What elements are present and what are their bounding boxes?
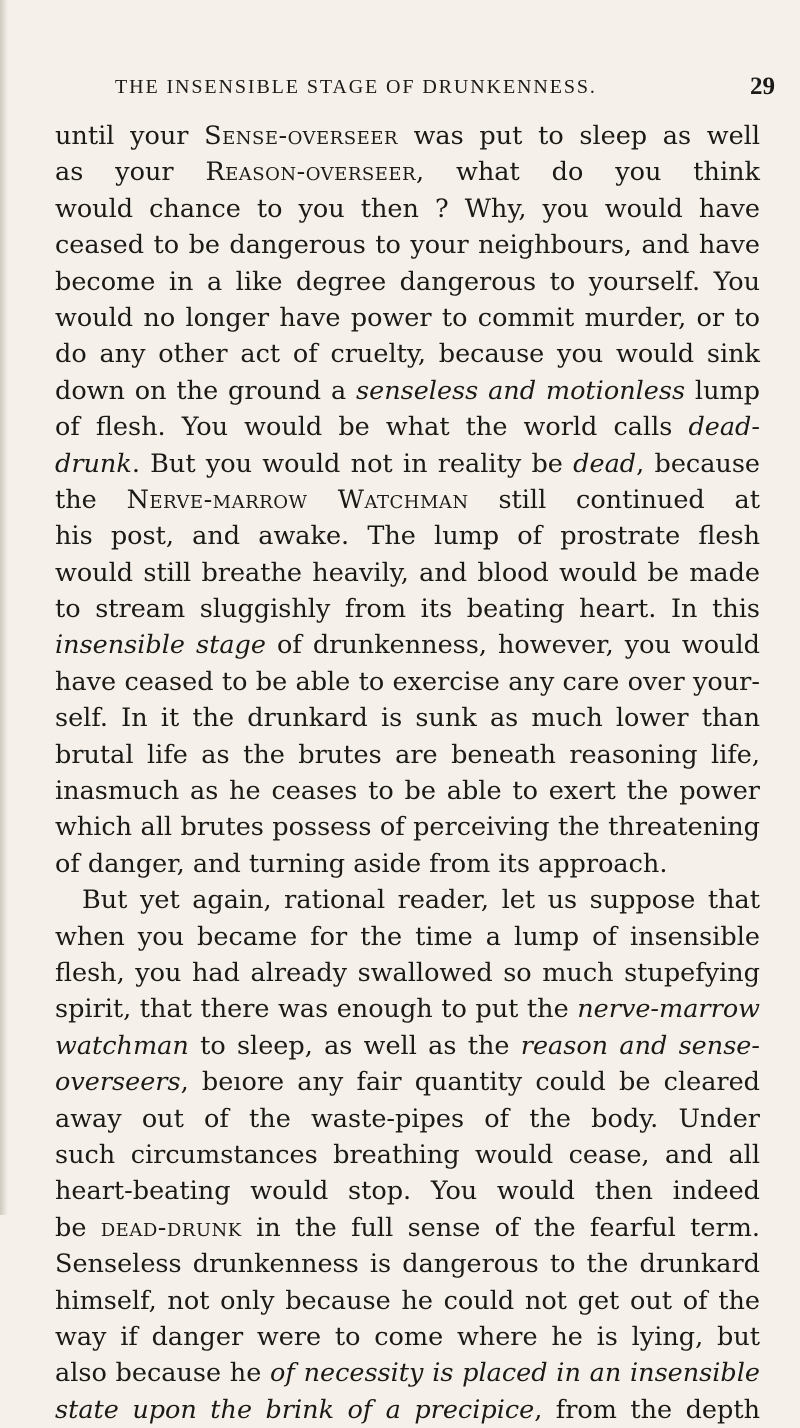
text-line [55, 1246, 760, 1282]
small-caps-run: dead-drunk [100, 1212, 242, 1243]
small-caps-run: Sense-overseer [204, 121, 398, 151]
page-number: 29 [750, 73, 775, 100]
text-line [55, 1210, 760, 1246]
text-line [55, 118, 760, 154]
text-line [55, 737, 760, 773]
text-run: to sleep, as well as the [188, 1030, 521, 1061]
text-line [55, 846, 760, 882]
text-run: self. In it the drunkard is sunk as much lower than [55, 703, 760, 734]
text-run: flesh, you had already swallowed so much stupefying [55, 957, 760, 988]
text-line [55, 555, 760, 591]
text-line [55, 1028, 760, 1064]
text-line [55, 919, 760, 955]
text-line [55, 264, 760, 300]
text-run: heart-beating would stop. You would then indeed [55, 1176, 760, 1207]
text-line [55, 191, 760, 227]
text-line [55, 300, 760, 336]
text-run: brutal life as the brutes are beneath reasoning life, [55, 739, 760, 770]
text-line [55, 955, 760, 991]
text-line [55, 991, 760, 1027]
text-run: spirit, that there was enough to put the [55, 994, 578, 1025]
text-line [55, 664, 760, 700]
text-run: himself, not only because he could not get out of the [55, 1285, 760, 1316]
text-line [55, 482, 760, 518]
text-run: down on the ground a [55, 375, 357, 406]
text-run: away out of the waste-pipes of the body. Under [55, 1103, 760, 1134]
text-line [55, 336, 760, 372]
text-run: of danger, and turning aside from its approach. [55, 848, 668, 879]
italic-run: reason and sense- [520, 1030, 760, 1061]
body-text [55, 118, 760, 1428]
text-run: , what do you think [416, 157, 760, 188]
text-run: ceased to be dangerous to your neighbours, and have [55, 230, 760, 261]
text-line [55, 227, 760, 263]
text-run: be [55, 1212, 101, 1243]
text-run: do any other act of cruelty, because you would sink [55, 339, 760, 370]
text-run: Senseless drunkenness is dangerous to the drunkard [55, 1249, 760, 1280]
text-run: would no longer have power to commit murder, or to [55, 302, 760, 333]
text-run: still continued at [468, 484, 760, 515]
text-run: until your [55, 121, 205, 151]
text-run: of flesh. You would be what the world calls [55, 412, 689, 443]
text-line [55, 1319, 760, 1355]
italic-run: senseless and motionless [356, 375, 686, 406]
text-line [55, 809, 760, 845]
text-run: of drunkenness, however, you would [265, 630, 761, 661]
italic-run: state upon the brink of a precipice [55, 1394, 535, 1425]
italic-run: overseers [55, 1067, 181, 1098]
italic-run: insensible stage [55, 630, 266, 661]
text-run: such circumstances breathing would cease, and all [55, 1139, 760, 1170]
text-run: as your [55, 157, 206, 188]
italic-run: drunk [55, 448, 132, 479]
page-edge-shadow [0, 0, 8, 1215]
text-run: . But you would not in reality be [131, 448, 574, 479]
text-run: would chance to you then ? Why, you would have [55, 193, 760, 224]
text-run: when you became for the time a lump of insensible [55, 921, 760, 952]
text-run: lump [685, 375, 760, 406]
text-run: , because [636, 448, 760, 479]
running-title: THE INSENSIBLE STAGE OF DRUNKENNESS. [115, 76, 597, 98]
text-line [55, 1064, 760, 1100]
text-run: way if danger were to come where he is lying, but [55, 1321, 760, 1352]
text-line [55, 773, 760, 809]
text-line [55, 1283, 760, 1319]
text-run: in the full sense of the fearful term. [241, 1212, 760, 1243]
text-run: to stream sluggishly from its beating heart. In this [55, 594, 760, 625]
text-run: have ceased to be able to exercise any care over your- [55, 666, 760, 697]
small-caps-run: Nerve-marrow Watchman [126, 484, 469, 515]
text-run: become in a like degree dangerous to yourself. You [55, 266, 760, 297]
text-line [55, 1355, 760, 1391]
text-line [55, 518, 760, 554]
text-run: the [55, 484, 127, 515]
text-line [55, 627, 760, 663]
text-line [55, 700, 760, 736]
italic-run: of necessity is placed in an insensible [270, 1358, 760, 1389]
text-run: his post, and awake. The lump of prostrate flesh [55, 521, 760, 552]
text-run: also because he [55, 1358, 271, 1389]
text-line [55, 1392, 760, 1428]
text-run: , beıore any fair quantity could be cleared [180, 1067, 760, 1098]
italic-run: watchman [55, 1030, 189, 1061]
text-line [55, 882, 760, 918]
text-line [55, 1173, 760, 1209]
small-caps-run: Reason-overseer [205, 157, 417, 188]
text-run: But yet again, rational reader, let us suppose that [82, 885, 760, 916]
text-run: inasmuch as he ceases to be able to exert the power [55, 776, 760, 807]
text-line [55, 373, 760, 409]
text-line [55, 409, 760, 445]
italic-run: dead- [688, 412, 760, 443]
text-line [55, 446, 760, 482]
text-run: , from the depth [534, 1394, 760, 1425]
text-line [55, 1137, 760, 1173]
text-run: which all brutes possess of perceiving the threatening [55, 812, 760, 843]
text-run: was put to sleep as well [397, 121, 760, 151]
text-line [55, 591, 760, 627]
text-run: would still breathe heavily, and blood would be made [55, 557, 760, 588]
italic-run: dead [573, 448, 637, 479]
italic-run: nerve-marrow [577, 994, 760, 1025]
text-line [55, 154, 760, 190]
running-head [95, 73, 775, 116]
text-line [55, 1101, 760, 1137]
